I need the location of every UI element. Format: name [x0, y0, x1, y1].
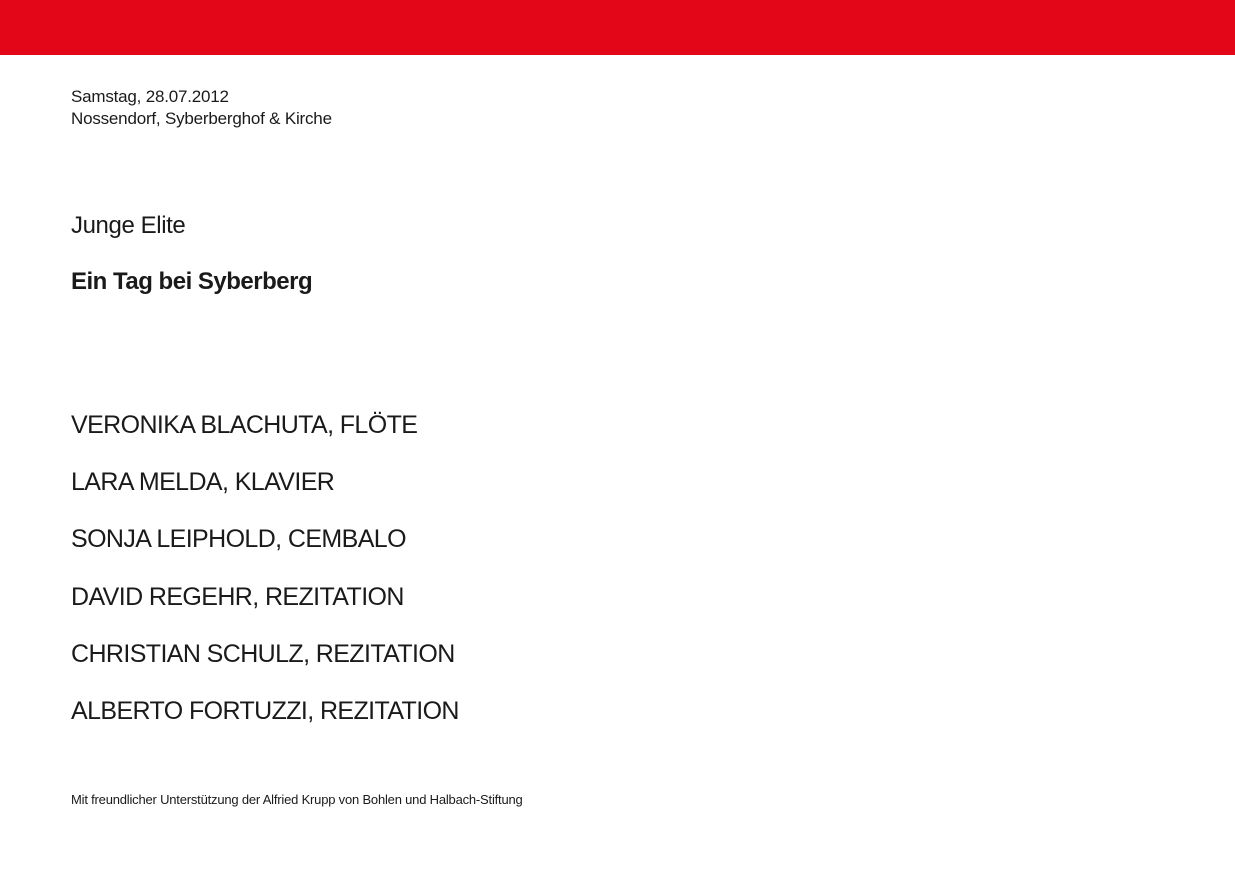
- performer-item: SONJA LEIPHOLD, CEMBALO: [71, 525, 406, 554]
- event-title: Ein Tag bei Syberberg: [71, 268, 313, 295]
- performer-list: [71, 410, 459, 753]
- performer-item: CHRISTIAN SCHULZ, REZITATION: [71, 639, 455, 668]
- top-red-banner: [0, 0, 1235, 55]
- series-title: Junge Elite: [71, 212, 186, 239]
- performer-item: ALBERTO FORTUZZI, REZITATION: [71, 696, 459, 725]
- event-date: Samstag, 28.07.2012: [71, 87, 229, 106]
- performer-item: LARA MELDA, KLAVIER: [71, 468, 335, 497]
- performer-item: DAVID REGEHR, REZITATION: [71, 582, 404, 611]
- performer-item: VERONIKA BLACHUTA, FLÖTE: [71, 411, 418, 439]
- sponsor-note: Mit freundlicher Unterstützung der Alfried Krupp von Bohlen und Halbach-Stiftung: [71, 792, 523, 807]
- event-location: Nossendorf, Syberberghof & Kirche: [71, 109, 332, 128]
